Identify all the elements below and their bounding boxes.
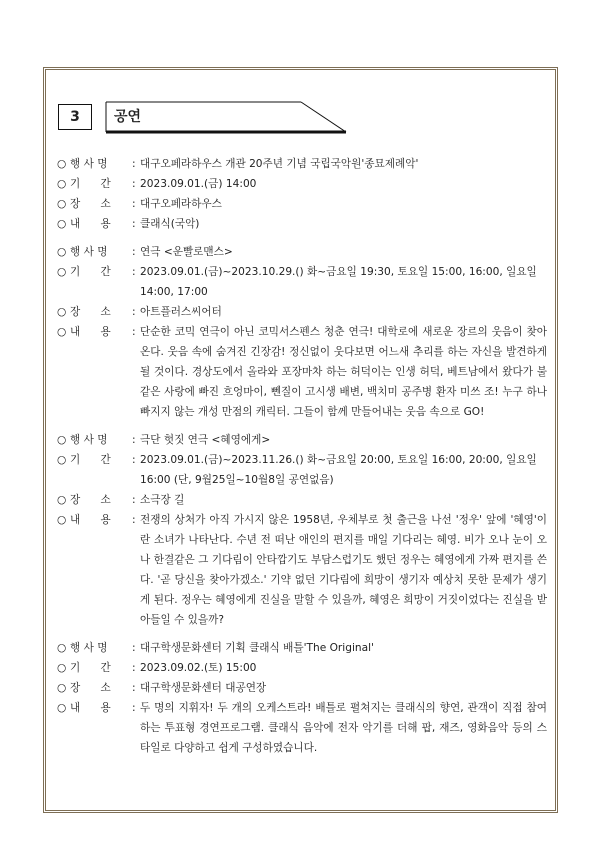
bullet-icon: ○ — [57, 642, 67, 654]
event-block — [57, 242, 547, 422]
event-description-row — [57, 214, 547, 234]
event-venue-row — [57, 678, 547, 698]
event-period-row — [57, 174, 547, 194]
event-venue-label: 장 소 — [70, 198, 111, 210]
event-description-row — [57, 698, 547, 758]
event-block — [57, 638, 547, 758]
colon: : — [132, 494, 136, 506]
bullet-icon: ○ — [57, 266, 67, 278]
event-venue-row — [57, 302, 547, 322]
event-venue-value: 아트플러스씨어터 — [140, 306, 222, 318]
event-name-value: 연극 <운빨로맨스> — [140, 246, 233, 258]
event-name-row — [57, 242, 547, 262]
event-period-row — [57, 262, 547, 302]
bullet-icon: ○ — [57, 178, 67, 190]
colon: : — [132, 326, 136, 338]
event-period-value: 2023.09.02.(토) 15:00 — [140, 662, 257, 674]
event-period-value: 2023.09.01.(금)~2023.11.26.() 화~금요일 20:00, 토요일 16:00, 20:00, 일요일 16:00 (단, 9월25일~10월8일 공연없음) — [140, 454, 537, 486]
event-venue-label: 장 소 — [70, 306, 111, 318]
colon: : — [132, 454, 136, 466]
colon: : — [132, 158, 136, 170]
colon: : — [132, 306, 136, 318]
event-venue-label: 장 소 — [70, 494, 111, 506]
event-description-label: 내 용 — [70, 702, 111, 714]
event-period-row — [57, 450, 547, 490]
event-description-value: 두 명의 지휘자! 두 개의 오케스트라! 배틀로 펼쳐지는 클래식의 향연, 관객이 직접 참여하는 투표형 경연프로그램. 클래식 음악에 전자 악기를 더해 팝, 재즈, 영화음악 등의 스타일로 다양하고 쉽게 구성하였습니다. — [140, 702, 547, 754]
event-period-row — [57, 658, 547, 678]
event-name-label: 행 사 명 — [70, 642, 108, 654]
section-header — [58, 100, 348, 136]
section-header-decoration — [58, 100, 348, 136]
bullet-icon: ○ — [57, 702, 67, 714]
event-name-row — [57, 430, 547, 450]
event-description-value: 단순한 코믹 연극이 아닌 코믹서스펜스 청춘 연극! 대학로에 새로운 장르의 웃음이 찾아온다. 웃음 속에 숨겨진 긴장감! 정신없이 웃다보면 어느새 추리를 하는 자신을 발견하게 될 것이다. 경상도에서 올라와 포장마차 하는 허덕이는 인생 허덕, 베트남에서 왔다가 불 같은 사랑에 빠진 흐엉마이, 뻰질이 고시생 배변, 백치미 공주병 환자 미쓰 조! 누구 하나 빠지지 않는 개성 만점의 캐릭터. 그들이 함께 만들어내는 웃음 속으로 GO! — [140, 326, 547, 418]
event-venue-value: 소극장 길 — [140, 494, 185, 506]
event-period-label: 기 간 — [70, 266, 111, 278]
colon: : — [132, 642, 136, 654]
event-description-row — [57, 322, 547, 422]
colon: : — [132, 218, 136, 230]
event-name-row — [57, 638, 547, 658]
bullet-icon: ○ — [57, 306, 67, 318]
event-description-label: 내 용 — [70, 326, 111, 338]
event-description-label: 내 용 — [70, 218, 111, 230]
event-venue-label: 장 소 — [70, 682, 111, 694]
section-title: 공연 — [114, 109, 142, 125]
event-description-row — [57, 510, 547, 630]
colon: : — [132, 702, 136, 714]
event-description-label: 내 용 — [70, 514, 111, 526]
colon: : — [132, 246, 136, 258]
bullet-icon: ○ — [57, 158, 67, 170]
colon: : — [132, 434, 136, 446]
bullet-icon: ○ — [57, 434, 67, 446]
bullet-icon: ○ — [57, 218, 67, 230]
bullet-icon: ○ — [57, 662, 67, 674]
event-venue-row — [57, 194, 547, 214]
colon: : — [132, 178, 136, 190]
event-period-value: 2023.09.01.(금)~2023.10.29.() 화~금요일 19:30, 토요일 15:00, 16:00, 일요일 14:00, 17:00 — [140, 266, 537, 298]
colon: : — [132, 198, 136, 210]
bullet-icon: ○ — [57, 326, 67, 338]
event-venue-row — [57, 490, 547, 510]
event-period-label: 기 간 — [70, 178, 111, 190]
colon: : — [132, 266, 136, 278]
event-period-label: 기 간 — [70, 454, 111, 466]
event-period-value: 2023.09.01.(금) 14:00 — [140, 178, 257, 190]
event-name-row — [57, 154, 547, 174]
event-name-label: 행 사 명 — [70, 158, 108, 170]
bullet-icon: ○ — [57, 454, 67, 466]
bullet-icon: ○ — [57, 494, 67, 506]
bullet-icon: ○ — [57, 198, 67, 210]
bullet-icon: ○ — [57, 682, 67, 694]
event-name-value: 대구오페라하우스 개관 20주년 기념 국립국악원'종묘제례악' — [140, 158, 419, 170]
event-name-value: 대구학생문화센터 기획 클래식 배틀'The Original' — [140, 642, 374, 654]
event-description-value: 전쟁의 상처가 아직 가시지 않은 1958년, 우체부로 첫 출근을 나선 '정우' 앞에 '혜영'이란 소녀가 나타난다. 수년 전 떠난 애인의 편지를 매일 기다리는 혜영. 비가 오나 눈이 오나 한결같은 그 기다림이 안타깝기도 부담스럽기도 했던 정우는 혜영에게 가짜 편지를 쓴다. '곧 당신을 찾아가겠소.' 기약 없던 기다림에 희망이 생기자 예상치 못한 문제가 생기게 된다. 정우는 혜영에게 진실을 말할 수 있을까, 혜영은 희망이 거짓이었다는 진실을 받아들일 수 있을까? — [140, 514, 547, 626]
event-name-value: 극단 헛짓 연극 <혜영에게> — [140, 434, 271, 446]
event-block — [57, 430, 547, 630]
section-number: 3 — [58, 104, 92, 130]
bullet-icon: ○ — [57, 246, 67, 258]
event-name-label: 행 사 명 — [70, 246, 108, 258]
event-block — [57, 154, 547, 234]
event-list — [57, 154, 547, 766]
colon: : — [132, 514, 136, 526]
event-period-label: 기 간 — [70, 662, 111, 674]
event-name-label: 행 사 명 — [70, 434, 108, 446]
colon: : — [132, 682, 136, 694]
bullet-icon: ○ — [57, 514, 67, 526]
event-venue-value: 대구학생문화센터 대공연장 — [140, 682, 267, 694]
colon: : — [132, 662, 136, 674]
event-venue-value: 대구오페라하우스 — [140, 198, 222, 210]
event-description-value: 클래식(국악) — [140, 218, 200, 230]
